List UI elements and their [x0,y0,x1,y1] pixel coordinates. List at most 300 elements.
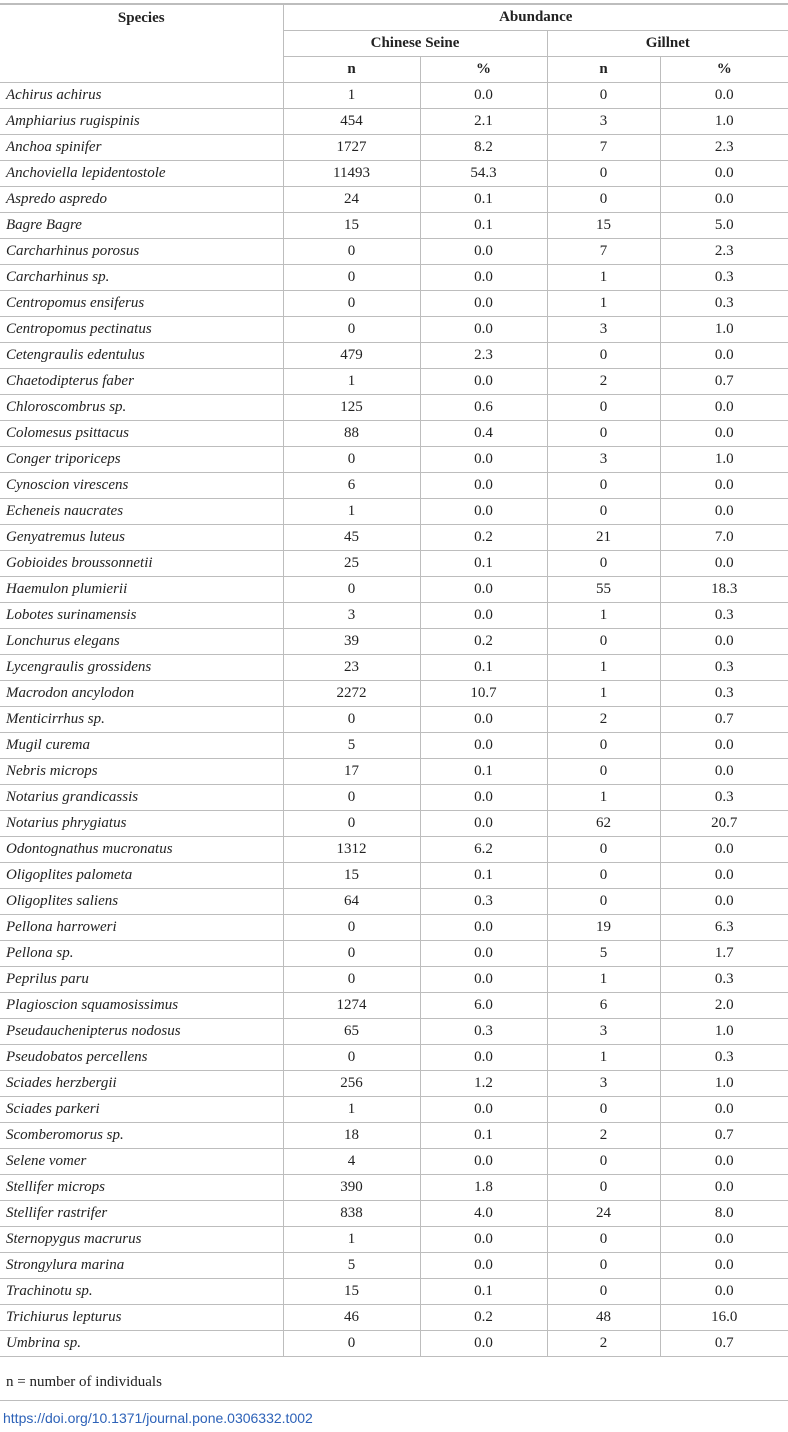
gillnet-n-cell: 0 [547,1175,660,1201]
gillnet-pct-cell: 20.7 [660,811,788,837]
gillnet-pct-cell: 0.0 [660,837,788,863]
gillnet-n-cell: 24 [547,1201,660,1227]
table-row [0,1227,788,1253]
seine-n-cell: 23 [283,655,420,681]
seine-pct-cell: 1.2 [420,1071,547,1097]
table-row [0,785,788,811]
species-name-cell: Stellifer rastrifer [0,1201,283,1227]
seine-n-cell: 838 [283,1201,420,1227]
seine-n-cell: 0 [283,707,420,733]
gillnet-pct-cell: 0.0 [660,733,788,759]
table-row [0,213,788,239]
seine-pct-cell: 0.0 [420,915,547,941]
gillnet-n-cell: 5 [547,941,660,967]
seine-n-cell: 0 [283,317,420,343]
species-name-cell: Gobioides broussonnetii [0,551,283,577]
gillnet-pct-cell: 1.0 [660,317,788,343]
gillnet-n-cell: 2 [547,369,660,395]
table-row [0,681,788,707]
seine-pct-header: % [420,57,547,83]
gillnet-pct-cell: 0.0 [660,1253,788,1279]
species-name-cell: Notarius phrygiatus [0,811,283,837]
seine-n-cell: 65 [283,1019,420,1045]
gillnet-header: Gillnet [547,31,788,57]
seine-n-cell: 0 [283,811,420,837]
seine-n-cell: 5 [283,1253,420,1279]
seine-pct-cell: 0.0 [420,1097,547,1123]
gillnet-n-cell: 15 [547,213,660,239]
gillnet-pct-cell: 0.3 [660,785,788,811]
seine-pct-cell: 0.1 [420,863,547,889]
seine-n-cell: 454 [283,109,420,135]
table-row [0,395,788,421]
table-row [0,161,788,187]
seine-n-cell: 0 [283,577,420,603]
gillnet-n-cell: 55 [547,577,660,603]
seine-pct-cell: 0.0 [420,603,547,629]
table-row [0,1123,788,1149]
seine-n-cell: 15 [283,863,420,889]
table-row [0,1045,788,1071]
table-row [0,525,788,551]
gillnet-pct-cell: 0.0 [660,161,788,187]
seine-pct-cell: 4.0 [420,1201,547,1227]
seine-pct-cell: 6.0 [420,993,547,1019]
seine-n-header: n [283,57,420,83]
seine-n-cell: 18 [283,1123,420,1149]
table-row [0,655,788,681]
table-row [0,1149,788,1175]
species-name-cell: Umbrina sp. [0,1331,283,1357]
gillnet-n-cell: 6 [547,993,660,1019]
seine-pct-cell: 0.3 [420,1019,547,1045]
gillnet-pct-cell: 16.0 [660,1305,788,1331]
gillnet-n-cell: 0 [547,837,660,863]
table-row [0,83,788,109]
seine-pct-cell: 0.0 [420,785,547,811]
table-row [0,343,788,369]
seine-pct-cell: 0.4 [420,421,547,447]
seine-n-cell: 1727 [283,135,420,161]
seine-n-cell: 15 [283,1279,420,1305]
species-name-cell: Odontognathus mucronatus [0,837,283,863]
table-row [0,239,788,265]
gillnet-pct-cell: 0.3 [660,265,788,291]
gillnet-pct-cell: 0.0 [660,759,788,785]
species-name-cell: Strongylura marina [0,1253,283,1279]
seine-n-cell: 5 [283,733,420,759]
seine-n-cell: 390 [283,1175,420,1201]
gillnet-pct-cell: 0.3 [660,603,788,629]
gillnet-n-cell: 7 [547,135,660,161]
table-row [0,629,788,655]
seine-n-cell: 0 [283,447,420,473]
seine-pct-cell: 0.0 [420,473,547,499]
gillnet-pct-cell: 1.0 [660,1071,788,1097]
species-name-cell: Pellona harroweri [0,915,283,941]
seine-pct-cell: 0.1 [420,655,547,681]
table-body [0,83,788,1357]
table-row [0,733,788,759]
seine-n-cell: 1 [283,1227,420,1253]
gillnet-pct-cell: 0.0 [660,343,788,369]
gillnet-pct-cell: 0.0 [660,1149,788,1175]
seine-pct-cell: 0.0 [420,733,547,759]
seine-pct-cell: 0.0 [420,1227,547,1253]
seine-pct-cell: 0.1 [420,1279,547,1305]
gillnet-pct-cell: 0.0 [660,551,788,577]
seine-n-cell: 6 [283,473,420,499]
seine-pct-cell: 0.0 [420,499,547,525]
gillnet-pct-cell: 0.7 [660,1331,788,1357]
seine-pct-cell: 0.0 [420,447,547,473]
gillnet-pct-cell: 0.0 [660,629,788,655]
gillnet-n-cell: 48 [547,1305,660,1331]
gillnet-n-cell: 0 [547,1149,660,1175]
gillnet-pct-cell: 7.0 [660,525,788,551]
seine-n-cell: 88 [283,421,420,447]
species-name-cell: Pellona sp. [0,941,283,967]
table-row [0,915,788,941]
gillnet-n-cell: 2 [547,1123,660,1149]
seine-pct-cell: 0.1 [420,213,547,239]
seine-n-cell: 1 [283,499,420,525]
gillnet-pct-cell: 0.3 [660,655,788,681]
seine-n-cell: 45 [283,525,420,551]
species-name-cell: Macrodon ancylodon [0,681,283,707]
seine-pct-cell: 0.0 [420,291,547,317]
table-row [0,1305,788,1331]
gillnet-n-cell: 2 [547,1331,660,1357]
species-name-cell: Cynoscion virescens [0,473,283,499]
seine-pct-cell: 0.1 [420,759,547,785]
seine-pct-cell: 10.7 [420,681,547,707]
seine-n-cell: 1312 [283,837,420,863]
seine-pct-cell: 0.0 [420,707,547,733]
seine-pct-cell: 0.0 [420,811,547,837]
species-name-cell: Trachinotu sp. [0,1279,283,1305]
species-name-cell: Nebris microps [0,759,283,785]
divider [0,1400,788,1401]
seine-pct-cell: 0.1 [420,551,547,577]
seine-pct-cell: 6.2 [420,837,547,863]
seine-pct-cell: 0.0 [420,317,547,343]
species-name-cell: Mugil curema [0,733,283,759]
seine-n-cell: 3 [283,603,420,629]
species-name-cell: Lobotes surinamensis [0,603,283,629]
seine-n-cell: 256 [283,1071,420,1097]
gillnet-n-cell: 0 [547,499,660,525]
species-name-cell: Scomberomorus sp. [0,1123,283,1149]
seine-n-cell: 0 [283,941,420,967]
gillnet-pct-cell: 0.3 [660,1045,788,1071]
seine-n-cell: 4 [283,1149,420,1175]
table-row [0,1097,788,1123]
gillnet-n-cell: 0 [547,343,660,369]
seine-pct-cell: 0.2 [420,525,547,551]
gillnet-n-cell: 0 [547,1227,660,1253]
seine-pct-cell: 0.2 [420,629,547,655]
seine-n-cell: 24 [283,187,420,213]
gillnet-n-cell: 0 [547,395,660,421]
gillnet-pct-cell: 0.0 [660,473,788,499]
gillnet-pct-cell: 6.3 [660,915,788,941]
gillnet-n-cell: 0 [547,1253,660,1279]
seine-pct-cell: 0.0 [420,967,547,993]
gillnet-pct-cell: 1.0 [660,447,788,473]
chinese-seine-header: Chinese Seine [283,31,547,57]
seine-pct-cell: 0.1 [420,1123,547,1149]
doi-link[interactable]: https://doi.org/10.1371/journal.pone.0306332.t002 [3,1410,313,1426]
table-row [0,1019,788,1045]
gillnet-n-cell: 3 [547,1071,660,1097]
species-name-cell: Amphiarius rugispinis [0,109,283,135]
seine-pct-cell: 0.0 [420,1149,547,1175]
species-name-cell: Oligoplites palometa [0,863,283,889]
table-row [0,811,788,837]
gillnet-pct-cell: 1.7 [660,941,788,967]
gillnet-n-cell: 1 [547,655,660,681]
species-name-cell: Haemulon plumierii [0,577,283,603]
species-name-cell: Conger triporiceps [0,447,283,473]
seine-pct-cell: 8.2 [420,135,547,161]
species-name-cell: Genyatremus luteus [0,525,283,551]
gillnet-n-cell: 1 [547,1045,660,1071]
species-name-cell: Echeneis naucrates [0,499,283,525]
gillnet-pct-cell: 0.0 [660,1227,788,1253]
species-header: Species [0,4,283,83]
seine-n-cell: 11493 [283,161,420,187]
gillnet-n-cell: 21 [547,525,660,551]
seine-pct-cell: 0.0 [420,1045,547,1071]
gillnet-pct-cell: 5.0 [660,213,788,239]
seine-pct-cell: 2.1 [420,109,547,135]
table-row [0,993,788,1019]
species-name-cell: Sciades herzbergii [0,1071,283,1097]
seine-pct-cell: 54.3 [420,161,547,187]
species-name-cell: Anchoviella lepidentostole [0,161,283,187]
table-row [0,135,788,161]
seine-pct-cell: 0.2 [420,1305,547,1331]
seine-pct-cell: 0.0 [420,1253,547,1279]
seine-n-cell: 0 [283,1045,420,1071]
gillnet-pct-cell: 0.0 [660,421,788,447]
gillnet-n-cell: 0 [547,1097,660,1123]
gillnet-n-cell: 62 [547,811,660,837]
species-name-cell: Carcharhinus porosus [0,239,283,265]
table-row [0,317,788,343]
gillnet-n-cell: 3 [547,109,660,135]
seine-n-cell: 0 [283,1331,420,1357]
gillnet-n-cell: 7 [547,239,660,265]
species-name-cell: Peprilus paru [0,967,283,993]
species-name-cell: Pseudobatos percellens [0,1045,283,1071]
table-row [0,499,788,525]
seine-pct-cell: 0.3 [420,889,547,915]
gillnet-pct-cell: 1.0 [660,1019,788,1045]
table-row [0,967,788,993]
gillnet-n-cell: 0 [547,759,660,785]
seine-pct-cell: 0.1 [420,187,547,213]
table-row [0,707,788,733]
table-row [0,889,788,915]
species-name-cell: Pseudauchenipterus nodosus [0,1019,283,1045]
seine-n-cell: 0 [283,967,420,993]
gillnet-pct-cell: 0.0 [660,395,788,421]
seine-n-cell: 46 [283,1305,420,1331]
gillnet-pct-cell: 2.0 [660,993,788,1019]
seine-pct-cell: 1.8 [420,1175,547,1201]
species-name-cell: Chloroscombrus sp. [0,395,283,421]
gillnet-n-cell: 1 [547,681,660,707]
seine-pct-cell: 0.0 [420,83,547,109]
species-name-cell: Sternopygus macrurus [0,1227,283,1253]
gillnet-pct-cell: 0.0 [660,499,788,525]
species-name-cell: Menticirrhus sp. [0,707,283,733]
species-name-cell: Stellifer microps [0,1175,283,1201]
species-name-cell: Trichiurus lepturus [0,1305,283,1331]
table-row [0,265,788,291]
table-row [0,1253,788,1279]
gillnet-n-cell: 2 [547,707,660,733]
table-row [0,447,788,473]
species-name-cell: Centropomus ensiferus [0,291,283,317]
seine-pct-cell: 0.0 [420,1331,547,1357]
gillnet-pct-header: % [660,57,788,83]
seine-n-cell: 64 [283,889,420,915]
gillnet-pct-cell: 0.7 [660,707,788,733]
species-name-cell: Colomesus psittacus [0,421,283,447]
species-name-cell: Cetengraulis edentulus [0,343,283,369]
seine-n-cell: 0 [283,265,420,291]
species-name-cell: Achirus achirus [0,83,283,109]
gillnet-n-cell: 1 [547,785,660,811]
species-name-cell: Chaetodipterus faber [0,369,283,395]
species-name-cell: Bagre Bagre [0,213,283,239]
species-name-cell: Plagioscion squamosissimus [0,993,283,1019]
table-row [0,837,788,863]
gillnet-n-cell: 0 [547,1279,660,1305]
seine-n-cell: 1 [283,1097,420,1123]
seine-pct-cell: 0.6 [420,395,547,421]
seine-n-cell: 39 [283,629,420,655]
seine-n-cell: 2272 [283,681,420,707]
seine-n-cell: 0 [283,239,420,265]
table-row [0,577,788,603]
gillnet-pct-cell: 2.3 [660,135,788,161]
species-name-cell: Centropomus pectinatus [0,317,283,343]
gillnet-n-cell: 19 [547,915,660,941]
species-name-cell: Lonchurus elegans [0,629,283,655]
species-name-cell: Carcharhinus sp. [0,265,283,291]
abundance-table [0,3,788,1357]
species-name-cell: Oligoplites saliens [0,889,283,915]
gillnet-n-cell: 0 [547,629,660,655]
seine-pct-cell: 0.0 [420,941,547,967]
gillnet-n-cell: 1 [547,291,660,317]
table-row [0,1331,788,1357]
gillnet-n-cell: 0 [547,889,660,915]
species-name-cell: Notarius grandicassis [0,785,283,811]
table-row [0,863,788,889]
table-row [0,1279,788,1305]
seine-n-cell: 1274 [283,993,420,1019]
gillnet-pct-cell: 18.3 [660,577,788,603]
gillnet-n-cell: 1 [547,603,660,629]
table-row [0,551,788,577]
seine-pct-cell: 0.0 [420,577,547,603]
gillnet-pct-cell: 0.3 [660,967,788,993]
gillnet-n-cell: 0 [547,733,660,759]
gillnet-pct-cell: 0.7 [660,369,788,395]
gillnet-n-cell: 0 [547,473,660,499]
table-row [0,941,788,967]
species-name-cell: Aspredo aspredo [0,187,283,213]
gillnet-pct-cell: 0.0 [660,889,788,915]
gillnet-n-cell: 0 [547,551,660,577]
seine-pct-cell: 0.0 [420,239,547,265]
table-footnote: n = number of individuals [6,1374,162,1390]
gillnet-pct-cell: 0.3 [660,681,788,707]
seine-n-cell: 0 [283,915,420,941]
gillnet-n-cell: 3 [547,317,660,343]
gillnet-n-cell: 0 [547,161,660,187]
gillnet-pct-cell: 0.0 [660,1175,788,1201]
gillnet-pct-cell: 1.0 [660,109,788,135]
species-name-cell: Lycengraulis grossidens [0,655,283,681]
seine-n-cell: 0 [283,785,420,811]
gillnet-pct-cell: 8.0 [660,1201,788,1227]
seine-n-cell: 125 [283,395,420,421]
species-name-cell: Selene vomer [0,1149,283,1175]
gillnet-n-cell: 0 [547,187,660,213]
seine-n-cell: 17 [283,759,420,785]
seine-pct-cell: 2.3 [420,343,547,369]
gillnet-pct-cell: 0.0 [660,863,788,889]
seine-n-cell: 1 [283,83,420,109]
table-row [0,1175,788,1201]
table-row [0,603,788,629]
gillnet-n-cell: 3 [547,447,660,473]
gillnet-pct-cell: 0.0 [660,83,788,109]
gillnet-n-cell: 1 [547,265,660,291]
gillnet-n-header: n [547,57,660,83]
gillnet-pct-cell: 0.0 [660,1279,788,1305]
gillnet-pct-cell: 0.7 [660,1123,788,1149]
gillnet-n-cell: 0 [547,83,660,109]
seine-n-cell: 15 [283,213,420,239]
gillnet-n-cell: 3 [547,1019,660,1045]
table-row [0,109,788,135]
abundance-header: Abundance [283,4,788,31]
gillnet-n-cell: 0 [547,421,660,447]
table-row [0,369,788,395]
gillnet-pct-cell: 0.0 [660,1097,788,1123]
seine-n-cell: 0 [283,291,420,317]
species-name-cell: Anchoa spinifer [0,135,283,161]
seine-pct-cell: 0.0 [420,369,547,395]
table-row [0,759,788,785]
table-row [0,187,788,213]
gillnet-n-cell: 1 [547,967,660,993]
seine-pct-cell: 0.0 [420,265,547,291]
table-row [0,473,788,499]
table-row [0,291,788,317]
gillnet-n-cell: 0 [547,863,660,889]
table-row [0,421,788,447]
seine-n-cell: 25 [283,551,420,577]
gillnet-pct-cell: 0.3 [660,291,788,317]
